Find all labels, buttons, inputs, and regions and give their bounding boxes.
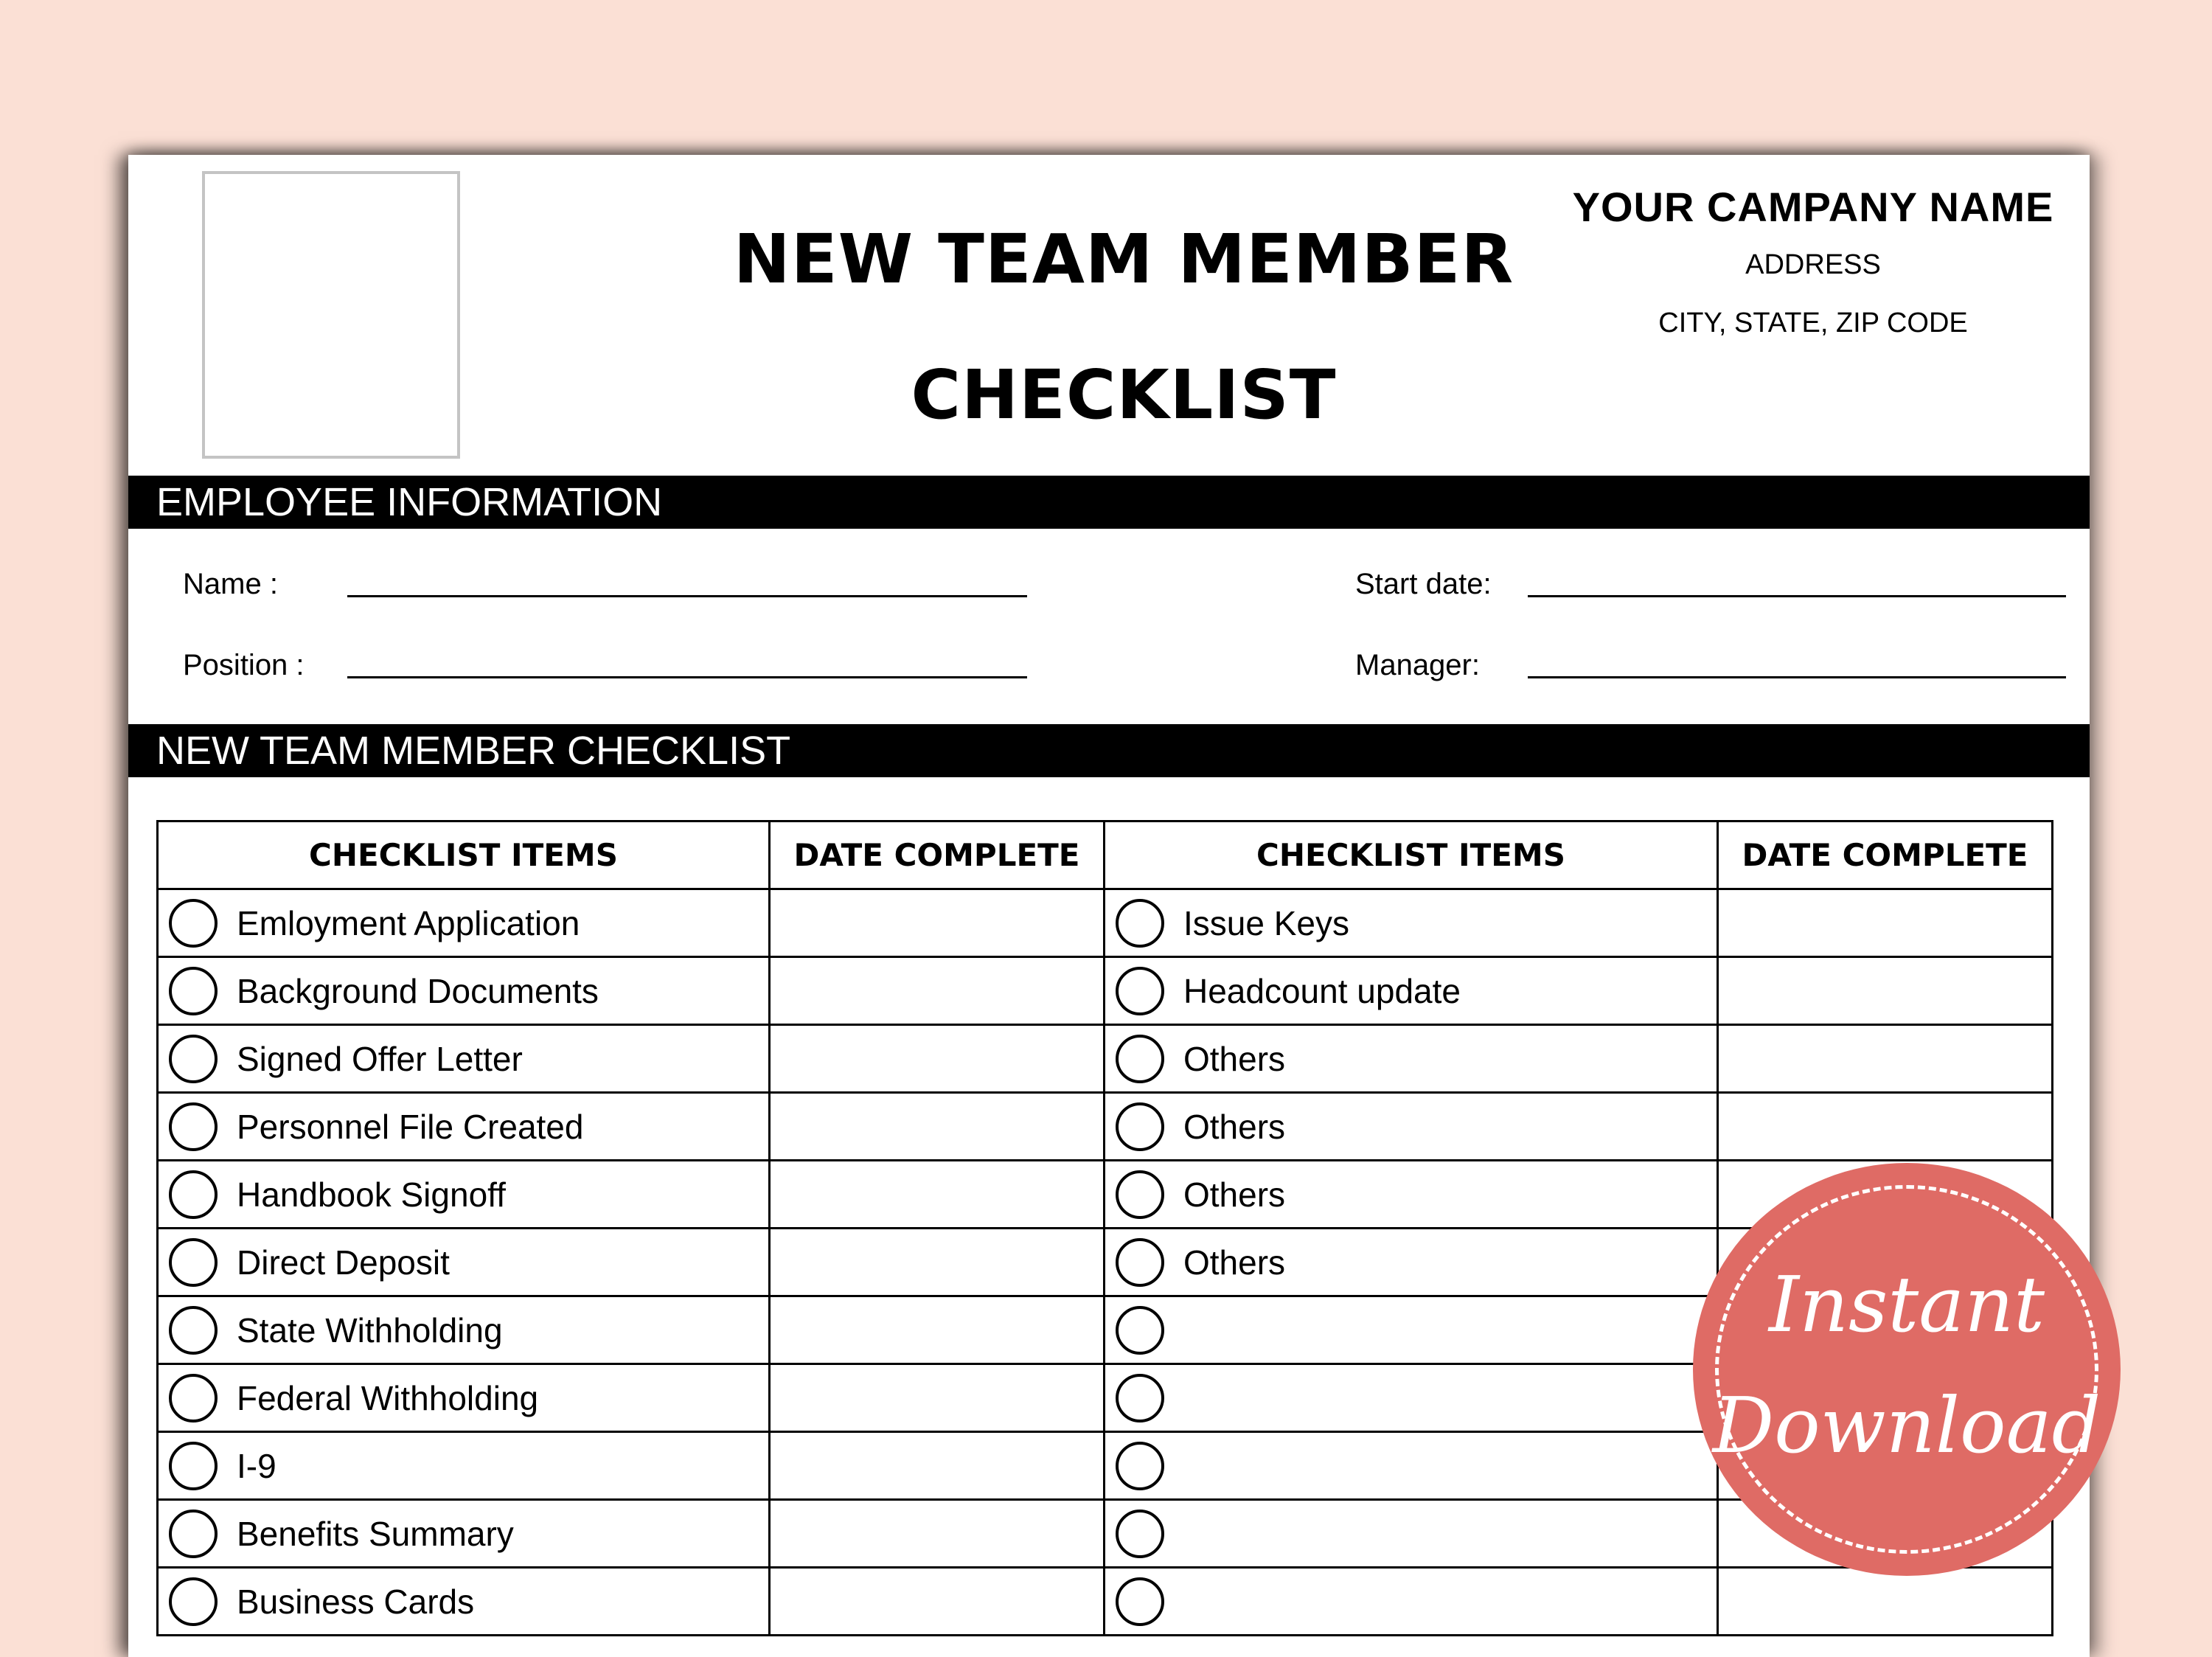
checklist-item-label: Others	[1183, 1107, 1286, 1146]
checklist-item	[159, 958, 768, 1024]
checklist-item-label: Benefits Summary	[237, 1514, 514, 1553]
checklist-item-label: Headcount update	[1183, 971, 1461, 1010]
checklist-item-label: Direct Deposit	[237, 1243, 450, 1282]
checklist-item-cell-right	[1105, 1364, 1718, 1432]
employee-information-heading: EMPLOYEE INFORMATION	[128, 476, 2090, 529]
checklist-item-cell-right	[1105, 1432, 1718, 1500]
table-row	[158, 1568, 2053, 1636]
checklist-item-label: Background Documents	[237, 971, 599, 1010]
checkbox-circle-icon[interactable]	[169, 1577, 218, 1626]
checklist-item-cell-right	[1105, 1296, 1718, 1364]
checklist-item	[1105, 1569, 1717, 1634]
start-date-input-line[interactable]	[1528, 595, 2066, 597]
page-title	[703, 192, 1544, 463]
instant-download-badge	[1693, 1163, 2121, 1576]
checklist-item-label: Others	[1183, 1175, 1286, 1214]
checklist-item	[1105, 1433, 1717, 1498]
start-date-label: Start date:	[1355, 568, 1492, 600]
title-line-1: NEW TEAM MEMBER	[733, 220, 1514, 299]
checklist-item	[1105, 890, 1717, 956]
checklist-item-cell-right	[1105, 957, 1718, 1025]
table-row	[158, 1025, 2053, 1093]
column-header-date-complete-left: DATE COMPLETE	[770, 821, 1105, 889]
checklist-item	[159, 1161, 768, 1227]
checkbox-circle-icon[interactable]	[1116, 1102, 1164, 1151]
checklist-item	[1105, 958, 1717, 1024]
checklist-item-label: Others	[1183, 1039, 1286, 1078]
date-complete-cell-right[interactable]	[1718, 1093, 2053, 1161]
checkbox-circle-icon[interactable]	[169, 1035, 218, 1083]
title-line-2: CHECKLIST	[911, 355, 1337, 434]
checkbox-circle-icon[interactable]	[169, 1510, 218, 1558]
checkbox-circle-icon[interactable]	[169, 899, 218, 948]
company-address: ADDRESS	[1745, 249, 1881, 280]
checklist-item-cell-right	[1105, 889, 1718, 957]
checklist-item	[1105, 1026, 1717, 1091]
checkbox-circle-icon[interactable]	[169, 1170, 218, 1219]
checklist-item-cell-left	[158, 1500, 770, 1568]
checklist-item-cell-left	[158, 1161, 770, 1229]
table-row	[158, 889, 2053, 957]
checklist-item-label: Handbook Signoff	[237, 1175, 506, 1214]
checklist-item	[159, 1365, 768, 1431]
checklist-item-cell-left	[158, 889, 770, 957]
checklist-item	[159, 1229, 768, 1295]
checkbox-circle-icon[interactable]	[169, 1442, 218, 1490]
checklist-item-cell-left	[158, 1093, 770, 1161]
date-complete-cell-left[interactable]	[770, 1296, 1105, 1364]
badge-line-2: Download	[1712, 1380, 2101, 1470]
date-complete-cell-right[interactable]	[1718, 957, 2053, 1025]
date-complete-cell-left[interactable]	[770, 889, 1105, 957]
checklist-item	[1105, 1229, 1717, 1295]
table-header-row	[158, 821, 2053, 889]
checklist-item	[1105, 1161, 1717, 1227]
checklist-item-cell-left	[158, 1432, 770, 1500]
checkbox-circle-icon[interactable]	[1116, 1510, 1164, 1558]
checkbox-circle-icon[interactable]	[1116, 1442, 1164, 1490]
date-complete-cell-right[interactable]	[1718, 1568, 2053, 1636]
position-input-line[interactable]	[347, 676, 1027, 678]
company-name: YOUR CAMPANY NAME	[1572, 184, 2054, 230]
checklist-item	[159, 1026, 768, 1091]
checklist-heading: NEW TEAM MEMBER CHECKLIST	[128, 724, 2090, 777]
photo-placeholder	[202, 171, 460, 459]
name-label: Name :	[183, 568, 278, 600]
date-complete-cell-right[interactable]	[1718, 889, 2053, 957]
checkbox-circle-icon[interactable]	[1116, 1238, 1164, 1287]
badge-text	[1693, 1244, 2121, 1486]
checklist-item-label: Business Cards	[237, 1582, 475, 1621]
checkbox-circle-icon[interactable]	[1116, 1577, 1164, 1626]
date-complete-cell-left[interactable]	[770, 1093, 1105, 1161]
checkbox-circle-icon[interactable]	[169, 1238, 218, 1287]
table-row	[158, 957, 2053, 1025]
badge-line-1: Instant	[1768, 1260, 2045, 1349]
checkbox-circle-icon[interactable]	[169, 1306, 218, 1355]
date-complete-cell-left[interactable]	[770, 1025, 1105, 1093]
checkbox-circle-icon[interactable]	[1116, 1170, 1164, 1219]
name-input-line[interactable]	[347, 595, 1027, 597]
checklist-item-cell-right	[1105, 1568, 1718, 1636]
manager-input-line[interactable]	[1528, 676, 2066, 678]
checklist-item-label: Emloyment Application	[237, 903, 580, 942]
checklist-item-label: Issue Keys	[1183, 903, 1349, 942]
checklist-item-cell-left	[158, 1025, 770, 1093]
checklist-item	[159, 1094, 768, 1159]
checklist-item	[1105, 1501, 1717, 1566]
checklist-item	[159, 1501, 768, 1566]
checklist-item-cell-right	[1105, 1500, 1718, 1568]
checkbox-circle-icon[interactable]	[1116, 1306, 1164, 1355]
column-header-date-complete-right: DATE COMPLETE	[1718, 821, 2053, 889]
checklist-item	[1105, 1094, 1717, 1159]
checklist-item-label: Federal Withholding	[237, 1378, 539, 1417]
checklist-item-label: State Withholding	[237, 1310, 503, 1349]
checklist-item-label: Personnel File Created	[237, 1107, 584, 1146]
date-complete-cell-left[interactable]	[770, 957, 1105, 1025]
checklist-item-cell-left	[158, 957, 770, 1025]
checklist-item-label: Others	[1183, 1243, 1286, 1282]
checklist-item-cell-right	[1105, 1025, 1718, 1093]
date-complete-cell-right[interactable]	[1718, 1025, 2053, 1093]
checkbox-circle-icon[interactable]	[169, 967, 218, 1015]
column-header-checklist-items-left: CHECKLIST ITEMS	[158, 821, 770, 889]
checklist-item	[159, 890, 768, 956]
checklist-item-cell-left	[158, 1229, 770, 1296]
date-complete-cell-left[interactable]	[770, 1161, 1105, 1229]
date-complete-cell-left[interactable]	[770, 1500, 1105, 1568]
checkbox-circle-icon[interactable]	[1116, 967, 1164, 1015]
checklist-item	[159, 1569, 768, 1634]
checkbox-circle-icon[interactable]	[1116, 1035, 1164, 1083]
company-city-state-zip: CITY, STATE, ZIP CODE	[1658, 307, 1968, 338]
checkbox-circle-icon[interactable]	[1116, 1374, 1164, 1422]
checklist-item	[159, 1433, 768, 1498]
checklist-item-cell-right	[1105, 1229, 1718, 1296]
checkbox-circle-icon[interactable]	[169, 1102, 218, 1151]
checklist-item	[1105, 1297, 1717, 1363]
checklist-item	[1105, 1365, 1717, 1431]
date-complete-cell-left[interactable]	[770, 1432, 1105, 1500]
date-complete-cell-left[interactable]	[770, 1568, 1105, 1636]
manager-label: Manager:	[1355, 649, 1480, 681]
checkbox-circle-icon[interactable]	[169, 1374, 218, 1422]
checklist-item	[159, 1297, 768, 1363]
checklist-item-label: Signed Offer Letter	[237, 1039, 523, 1078]
company-block	[1544, 184, 2082, 339]
checklist-item-cell-left	[158, 1568, 770, 1636]
checklist-item-cell-left	[158, 1296, 770, 1364]
column-header-checklist-items-right: CHECKLIST ITEMS	[1105, 821, 1718, 889]
table-row	[158, 1093, 2053, 1161]
checkbox-circle-icon[interactable]	[1116, 899, 1164, 948]
checklist-item-label: I-9	[237, 1446, 276, 1485]
date-complete-cell-left[interactable]	[770, 1364, 1105, 1432]
checklist-item-cell-right	[1105, 1161, 1718, 1229]
checklist-item-cell-right	[1105, 1093, 1718, 1161]
position-label: Position :	[183, 649, 305, 681]
checklist-item-cell-left	[158, 1364, 770, 1432]
date-complete-cell-left[interactable]	[770, 1229, 1105, 1296]
